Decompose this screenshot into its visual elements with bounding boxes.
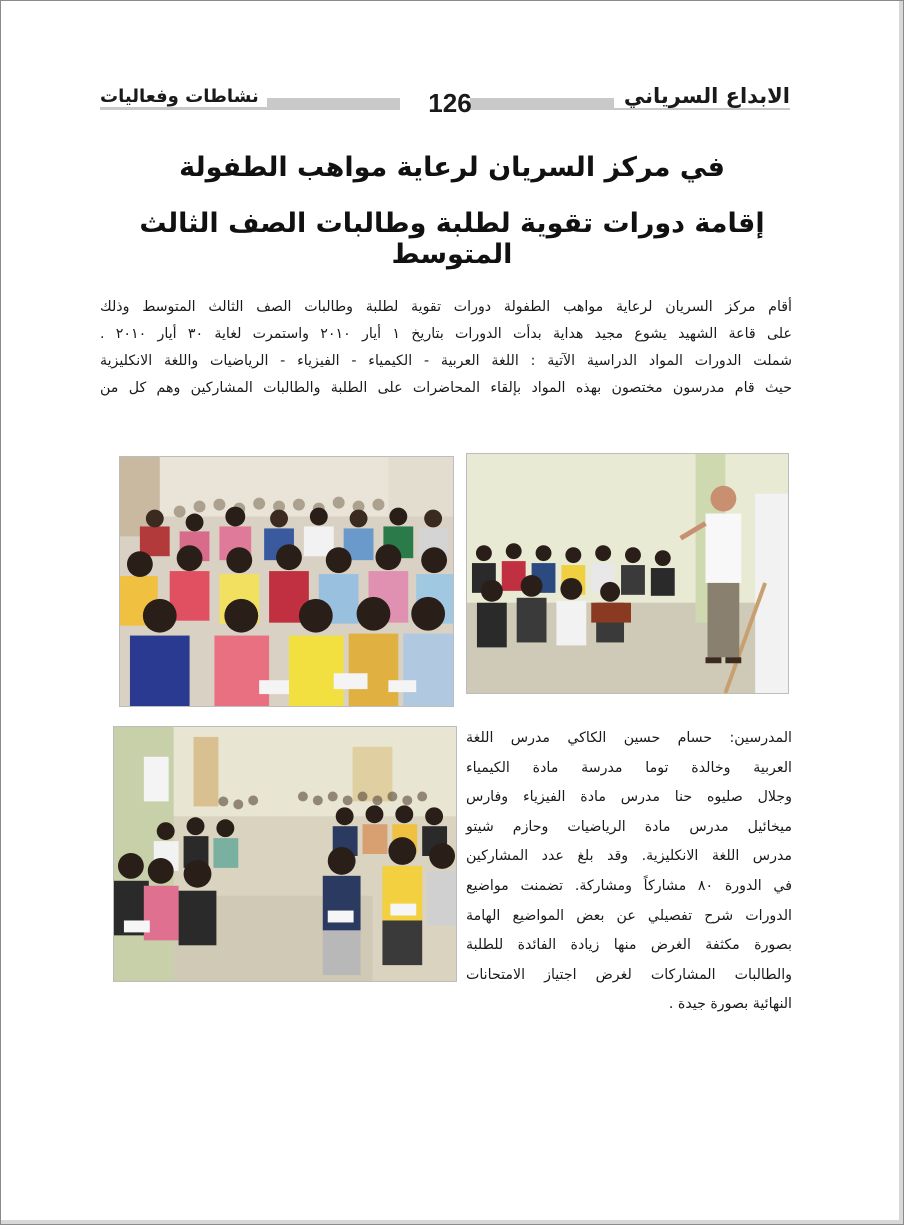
- intro-line: شملت الدورات المواد الدراسية الآتية : اللغة العربية - الكيمياء - الفيزياء - الرياضيات واللغة الانكليزية: [100, 353, 792, 369]
- photo-teacher-lecturing: [466, 453, 789, 694]
- page-header: [100, 84, 790, 124]
- body-line: مدرس اللغة الانكليزية. وقد بلغ عدد المشاركين: [466, 848, 792, 865]
- article-title-line-2: إقامة دورات تقوية لطلبة وطالبات الصف الثالث المتوسط: [139, 208, 765, 270]
- photo-classroom-wide: [113, 726, 457, 982]
- magazine-name: الابداع السرياني: [614, 84, 790, 108]
- body-line: وجلال صليوه حنا مدرس مادة الفيزياء وفارس: [466, 789, 792, 806]
- intro-line: أقام مركز السريان لرعاية مواهب الطفولة دورات تقوية لطلبة وطالبات الصف الثالث المتوسط وذلك: [100, 299, 792, 315]
- photo-classroom-students: [119, 456, 454, 707]
- body-line: ميخائيل مدرس مادة الرياضيات وحازم شيتو: [466, 818, 792, 835]
- body-line: الدورات شرح تفصيلي عن بعض المواضيع الهامة: [466, 907, 792, 924]
- page-number: 126: [428, 88, 472, 118]
- intro-line: حيث قام مدرسون مختصون بهذه المواد بإلقاء المحاضرات على الطلبة والطالبات المشاركين وهم كل من: [100, 380, 792, 396]
- body-line: المدرسين: حسام حسين الكاكي مدرس اللغة: [466, 730, 792, 746]
- article-title-line-1: في مركز السريان لرعاية مواهب الطفولة: [179, 152, 725, 183]
- section-name: نشاطات وفعاليات: [100, 86, 267, 107]
- article-body: [466, 724, 792, 1020]
- body-line: العربية وخالدة توما مدرسة مادة الكيمياء: [466, 759, 792, 776]
- body-line: بصورة مكثفة الغرض منها زيادة الفائدة للطلبة: [466, 937, 792, 954]
- body-line: في الدورة ٨٠ مشاركاً ومشاركة. تضمنت مواضيع: [466, 877, 792, 894]
- body-line: والطالبات المشاركات لغرض اجتياز الامتحانات: [466, 966, 792, 983]
- intro-line: على قاعة الشهيد يشوع مجيد هداية بدأت الدورات بتاريخ ١ أيار ٢٠١٠ واستمرت لغاية ٣٠ أيار ٢٠١٠ .: [100, 326, 792, 342]
- body-line: النهائية بصورة جيدة .: [668, 996, 792, 1013]
- intro-paragraph: [100, 294, 792, 402]
